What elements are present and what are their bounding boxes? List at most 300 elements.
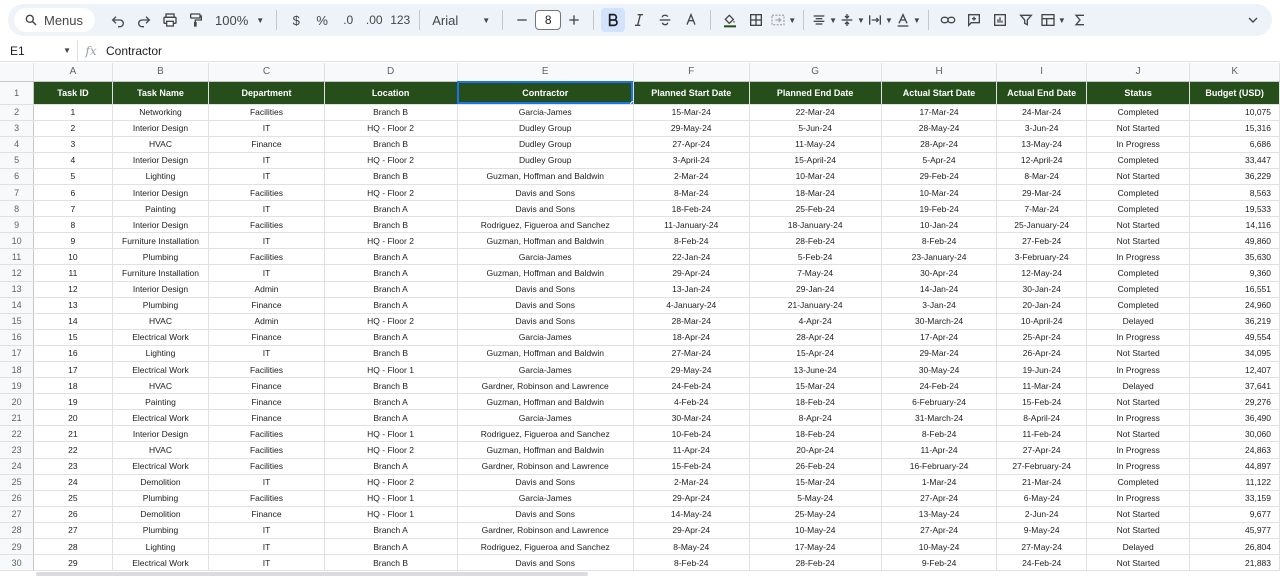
table-cell[interactable]: 29-Apr-24: [633, 490, 749, 506]
table-cell[interactable]: 8-Mar-24: [997, 168, 1087, 184]
table-cell[interactable]: 23-January-24: [881, 249, 996, 265]
table-cell[interactable]: 24,960: [1190, 297, 1280, 313]
table-cell[interactable]: IT: [209, 539, 324, 555]
table-cell[interactable]: 29-Mar-24: [881, 345, 996, 361]
table-cell[interactable]: Completed: [1087, 265, 1190, 281]
table-cell[interactable]: Completed: [1087, 201, 1190, 217]
table-cell[interactable]: 30,060: [1190, 426, 1280, 442]
format-currency-button[interactable]: [284, 8, 308, 32]
table-cell[interactable]: Davis and Sons: [457, 184, 633, 200]
table-cell[interactable]: Garcia-James: [457, 362, 633, 378]
table-cell[interactable]: 19: [34, 394, 112, 410]
table-cell[interactable]: Finance: [209, 378, 324, 394]
table-cell[interactable]: 27-Mar-24: [633, 345, 749, 361]
table-cell[interactable]: Guzman, Hoffman and Baldwin: [457, 394, 633, 410]
table-cell[interactable]: Lighting: [112, 539, 209, 555]
print-button[interactable]: [158, 8, 182, 32]
table-cell[interactable]: In Progress: [1087, 442, 1190, 458]
decrease-decimal-button[interactable]: [336, 8, 360, 32]
table-cell[interactable]: 26-Apr-24: [997, 345, 1087, 361]
table-cell[interactable]: Completed: [1087, 104, 1190, 120]
table-cell[interactable]: 28-Apr-24: [881, 136, 996, 152]
table-cell[interactable]: Facilities: [209, 184, 324, 200]
table-cell[interactable]: 22-Mar-24: [749, 104, 881, 120]
table-cell[interactable]: Guzman, Hoffman and Baldwin: [457, 233, 633, 249]
table-cell[interactable]: HQ - Floor 2: [324, 152, 457, 168]
italic-button[interactable]: [627, 8, 651, 32]
row-number[interactable]: 1: [0, 81, 34, 104]
table-cell[interactable]: Networking: [112, 104, 209, 120]
table-cell[interactable]: Finance: [209, 297, 324, 313]
row-number[interactable]: 19: [0, 378, 34, 394]
table-cell[interactable]: 14: [34, 313, 112, 329]
table-cell[interactable]: 27-Apr-24: [881, 522, 996, 538]
table-cell[interactable]: Branch A: [324, 281, 457, 297]
table-cell[interactable]: 29,276: [1190, 394, 1280, 410]
table-cell[interactable]: 2-Jun-24: [997, 506, 1087, 522]
font-select[interactable]: [426, 13, 496, 28]
table-cell[interactable]: 15-Mar-24: [749, 474, 881, 490]
insert-comment-button[interactable]: [962, 8, 986, 32]
decrease-font-size-button[interactable]: [510, 8, 534, 32]
table-cell[interactable]: Lighting: [112, 168, 209, 184]
column-header[interactable]: J: [1087, 63, 1190, 81]
table-cell[interactable]: 19-Jun-24: [997, 362, 1087, 378]
table-cell[interactable]: 18-January-24: [749, 217, 881, 233]
row-number[interactable]: 25: [0, 474, 34, 490]
table-cell[interactable]: 19-Feb-24: [881, 201, 996, 217]
table-cell[interactable]: 18-Feb-24: [749, 426, 881, 442]
table-cell[interactable]: 3-February-24: [997, 249, 1087, 265]
table-cell[interactable]: Admin: [209, 313, 324, 329]
table-cell[interactable]: Completed: [1087, 152, 1190, 168]
table-cell[interactable]: 8-Mar-24: [633, 184, 749, 200]
table-cell[interactable]: Electrical Work: [112, 362, 209, 378]
font-size-input[interactable]: 8: [535, 10, 561, 30]
table-cell[interactable]: Not Started: [1087, 120, 1190, 136]
table-cell[interactable]: 33,159: [1190, 490, 1280, 506]
text-rotation-button[interactable]: [895, 8, 921, 32]
table-cell[interactable]: IT: [209, 265, 324, 281]
table-cell[interactable]: 45,977: [1190, 522, 1280, 538]
row-number[interactable]: 29: [0, 539, 34, 555]
table-cell[interactable]: 28: [34, 539, 112, 555]
table-cell[interactable]: 29-Apr-24: [633, 265, 749, 281]
select-all-corner[interactable]: [0, 63, 34, 81]
column-header[interactable]: K: [1190, 63, 1280, 81]
table-cell[interactable]: Interior Design: [112, 184, 209, 200]
table-cell[interactable]: 16: [34, 345, 112, 361]
table-cell[interactable]: 4: [34, 152, 112, 168]
table-cell[interactable]: Branch A: [324, 458, 457, 474]
column-header[interactable]: B: [112, 63, 209, 81]
table-cell[interactable]: Not Started: [1087, 555, 1190, 571]
table-cell[interactable]: Furniture Installation: [112, 233, 209, 249]
zoom-select[interactable]: [209, 13, 270, 28]
table-cell[interactable]: HVAC: [112, 442, 209, 458]
table-cell[interactable]: Dudley Group: [457, 120, 633, 136]
row-number[interactable]: 8: [0, 201, 34, 217]
column-header[interactable]: H: [881, 63, 996, 81]
table-cell[interactable]: 9: [34, 233, 112, 249]
table-cell[interactable]: Finance: [209, 410, 324, 426]
row-number[interactable]: 23: [0, 442, 34, 458]
table-cell[interactable]: Garcia-James: [457, 329, 633, 345]
table-cell[interactable]: 7-Mar-24: [997, 201, 1087, 217]
table-cell[interactable]: Branch A: [324, 265, 457, 281]
table-cell[interactable]: 36,490: [1190, 410, 1280, 426]
table-cell[interactable]: 4-Feb-24: [633, 394, 749, 410]
table-cell[interactable]: 3: [34, 136, 112, 152]
table-cell[interactable]: 25-Apr-24: [997, 329, 1087, 345]
table-cell[interactable]: Interior Design: [112, 152, 209, 168]
column-header[interactable]: G: [749, 63, 881, 81]
table-cell[interactable]: Electrical Work: [112, 555, 209, 571]
table-cell[interactable]: 27: [34, 522, 112, 538]
table-cell[interactable]: 6: [34, 184, 112, 200]
table-cell[interactable]: 18-Feb-24: [633, 201, 749, 217]
table-cell[interactable]: 17-Apr-24: [881, 329, 996, 345]
table-cell[interactable]: 49,554: [1190, 329, 1280, 345]
formula-input[interactable]: Contractor: [106, 43, 163, 58]
table-cell[interactable]: 1: [34, 104, 112, 120]
table-cell[interactable]: HQ - Floor 2: [324, 120, 457, 136]
table-cell[interactable]: Finance: [209, 329, 324, 345]
table-cell[interactable]: Branch A: [324, 249, 457, 265]
row-number[interactable]: 5: [0, 152, 34, 168]
table-cell[interactable]: In Progress: [1087, 410, 1190, 426]
table-cell[interactable]: Davis and Sons: [457, 555, 633, 571]
table-cell[interactable]: 27-Feb-24: [997, 233, 1087, 249]
table-cell[interactable]: 17-May-24: [749, 539, 881, 555]
table-cell[interactable]: 30-Mar-24: [633, 410, 749, 426]
table-cell[interactable]: 16-February-24: [881, 458, 996, 474]
table-cell[interactable]: 22: [34, 442, 112, 458]
table-cell[interactable]: 18-Apr-24: [633, 329, 749, 345]
table-cell[interactable]: 28-Feb-24: [749, 233, 881, 249]
insert-link-button[interactable]: [936, 8, 960, 32]
table-cell[interactable]: 13: [34, 297, 112, 313]
table-cell[interactable]: Guzman, Hoffman and Baldwin: [457, 442, 633, 458]
row-number[interactable]: 27: [0, 506, 34, 522]
table-cell[interactable]: HVAC: [112, 378, 209, 394]
table-cell[interactable]: Gardner, Robinson and Lawrence: [457, 458, 633, 474]
table-cell[interactable]: 16,551: [1190, 281, 1280, 297]
table-cell[interactable]: 29-May-24: [633, 120, 749, 136]
table-cell[interactable]: 4-Apr-24: [749, 313, 881, 329]
table-cell[interactable]: 12-May-24: [997, 265, 1087, 281]
table-cell[interactable]: HQ - Floor 1: [324, 490, 457, 506]
row-number[interactable]: 2: [0, 104, 34, 120]
table-cell[interactable]: 26,804: [1190, 539, 1280, 555]
table-cell[interactable]: 7-May-24: [749, 265, 881, 281]
table-cell[interactable]: Garcia-James: [457, 490, 633, 506]
table-cell[interactable]: 15-Feb-24: [997, 394, 1087, 410]
table-cell[interactable]: Completed: [1087, 184, 1190, 200]
table-cell[interactable]: IT: [209, 474, 324, 490]
fill-handle[interactable]: [630, 101, 634, 105]
table-cell[interactable]: 49,860: [1190, 233, 1280, 249]
table-cell[interactable]: In Progress: [1087, 458, 1190, 474]
table-cell[interactable]: Gardner, Robinson and Lawrence: [457, 522, 633, 538]
table-cell[interactable]: 8: [34, 217, 112, 233]
table-cell[interactable]: 24-Feb-24: [997, 555, 1087, 571]
table-cell[interactable]: 21: [34, 426, 112, 442]
row-number[interactable]: 9: [0, 217, 34, 233]
header-cell[interactable]: Planned End Date: [749, 81, 881, 104]
table-cell[interactable]: Lighting: [112, 345, 209, 361]
table-cell[interactable]: HQ - Floor 1: [324, 426, 457, 442]
spreadsheet-grid[interactable]: [0, 63, 1280, 576]
table-cell[interactable]: Guzman, Hoffman and Baldwin: [457, 345, 633, 361]
row-number[interactable]: 26: [0, 490, 34, 506]
row-number[interactable]: 4: [0, 136, 34, 152]
table-cell[interactable]: Facilities: [209, 442, 324, 458]
table-cell[interactable]: 18-Feb-24: [749, 394, 881, 410]
table-cell[interactable]: Branch A: [324, 522, 457, 538]
undo-button[interactable]: [106, 8, 130, 32]
table-cell[interactable]: 4-January-24: [633, 297, 749, 313]
paint-format-button[interactable]: [184, 8, 208, 32]
row-number[interactable]: 21: [0, 410, 34, 426]
table-cell[interactable]: Davis and Sons: [457, 474, 633, 490]
table-cell[interactable]: Branch B: [324, 217, 457, 233]
table-cell[interactable]: Dudley Group: [457, 152, 633, 168]
table-cell[interactable]: 12-April-24: [997, 152, 1087, 168]
table-cell[interactable]: HQ - Floor 2: [324, 313, 457, 329]
table-cell[interactable]: 26-Feb-24: [749, 458, 881, 474]
table-cell[interactable]: Davis and Sons: [457, 297, 633, 313]
merge-cells-button[interactable]: [770, 8, 796, 32]
table-cell[interactable]: In Progress: [1087, 249, 1190, 265]
table-cell[interactable]: IT: [209, 345, 324, 361]
table-cell[interactable]: Furniture Installation: [112, 265, 209, 281]
table-cell[interactable]: 8-April-24: [997, 410, 1087, 426]
header-cell[interactable]: Budget (USD): [1190, 81, 1280, 104]
table-cell[interactable]: 10-May-24: [881, 539, 996, 555]
table-cell[interactable]: 34,095: [1190, 345, 1280, 361]
bold-button[interactable]: [601, 8, 625, 32]
table-cell[interactable]: 15-Feb-24: [633, 458, 749, 474]
header-cell[interactable]: Actual Start Date: [881, 81, 996, 104]
row-number[interactable]: 7: [0, 184, 34, 200]
table-cell[interactable]: Delayed: [1087, 378, 1190, 394]
table-cell[interactable]: Not Started: [1087, 168, 1190, 184]
table-cell[interactable]: 2-Mar-24: [633, 168, 749, 184]
table-cell[interactable]: Interior Design: [112, 120, 209, 136]
increase-font-size-button[interactable]: [562, 8, 586, 32]
table-cell[interactable]: Davis and Sons: [457, 313, 633, 329]
column-header[interactable]: I: [997, 63, 1087, 81]
table-cell[interactable]: 22-Jan-24: [633, 249, 749, 265]
table-cell[interactable]: 19,533: [1190, 201, 1280, 217]
table-cell[interactable]: Delayed: [1087, 539, 1190, 555]
table-cell[interactable]: 20-Apr-24: [749, 442, 881, 458]
table-cell[interactable]: Not Started: [1087, 426, 1190, 442]
table-cell[interactable]: 24: [34, 474, 112, 490]
table-cell[interactable]: Davis and Sons: [457, 201, 633, 217]
table-cell[interactable]: Not Started: [1087, 506, 1190, 522]
table-cell[interactable]: 10-Jan-24: [881, 217, 996, 233]
table-cell[interactable]: 25: [34, 490, 112, 506]
column-header[interactable]: D: [324, 63, 457, 81]
table-cell[interactable]: 28-Mar-24: [633, 313, 749, 329]
table-cell[interactable]: 29-Feb-24: [881, 168, 996, 184]
table-cell[interactable]: 10: [34, 249, 112, 265]
table-cell[interactable]: 31-March-24: [881, 410, 996, 426]
table-cell[interactable]: 10-Feb-24: [633, 426, 749, 442]
table-cell[interactable]: 27-February-24: [997, 458, 1087, 474]
table-cell[interactable]: 30-Jan-24: [997, 281, 1087, 297]
table-cell[interactable]: 9-May-24: [997, 522, 1087, 538]
table-cell[interactable]: Plumbing: [112, 490, 209, 506]
table-cell[interactable]: 10-Mar-24: [881, 184, 996, 200]
text-wrap-button[interactable]: [867, 8, 893, 32]
table-cell[interactable]: IT: [209, 201, 324, 217]
table-cell[interactable]: Branch A: [324, 329, 457, 345]
table-cell[interactable]: Painting: [112, 394, 209, 410]
table-cell[interactable]: 5-May-24: [749, 490, 881, 506]
table-cell[interactable]: 6,686: [1190, 136, 1280, 152]
table-cell[interactable]: 10-April-24: [997, 313, 1087, 329]
table-cell[interactable]: Branch A: [324, 201, 457, 217]
table-cell[interactable]: Branch B: [324, 345, 457, 361]
table-cell[interactable]: HQ - Floor 2: [324, 184, 457, 200]
table-cell[interactable]: 15-April-24: [749, 152, 881, 168]
table-cell[interactable]: Rodriguez, Figueroa and Sanchez: [457, 217, 633, 233]
table-cell[interactable]: 5-Feb-24: [749, 249, 881, 265]
table-cell[interactable]: HQ - Floor 1: [324, 506, 457, 522]
table-cell[interactable]: 8,563: [1190, 184, 1280, 200]
table-cell[interactable]: 20: [34, 410, 112, 426]
table-cell[interactable]: 11-Apr-24: [633, 442, 749, 458]
table-cell[interactable]: Rodriguez, Figueroa and Sanchez: [457, 539, 633, 555]
table-cell[interactable]: Electrical Work: [112, 329, 209, 345]
table-cell[interactable]: 15-Mar-24: [633, 104, 749, 120]
table-cell[interactable]: Painting: [112, 201, 209, 217]
row-number[interactable]: 22: [0, 426, 34, 442]
table-cell[interactable]: Branch B: [324, 168, 457, 184]
table-cell[interactable]: 21-January-24: [749, 297, 881, 313]
row-number[interactable]: 28: [0, 522, 34, 538]
table-cell[interactable]: 7: [34, 201, 112, 217]
table-cell[interactable]: 24-Feb-24: [633, 378, 749, 394]
table-cell[interactable]: IT: [209, 120, 324, 136]
table-cell[interactable]: 29-Jan-24: [749, 281, 881, 297]
borders-button[interactable]: [744, 8, 768, 32]
table-cell[interactable]: 15: [34, 329, 112, 345]
create-filter-button[interactable]: [1014, 8, 1038, 32]
table-cell[interactable]: 28-Apr-24: [749, 329, 881, 345]
table-cell[interactable]: 5-Jun-24: [749, 120, 881, 136]
table-cell[interactable]: HQ - Floor 2: [324, 233, 457, 249]
row-number[interactable]: 24: [0, 458, 34, 474]
table-cell[interactable]: In Progress: [1087, 136, 1190, 152]
table-cell[interactable]: Completed: [1087, 281, 1190, 297]
table-cell[interactable]: Plumbing: [112, 297, 209, 313]
table-cell[interactable]: 2-Mar-24: [633, 474, 749, 490]
table-cell[interactable]: In Progress: [1087, 362, 1190, 378]
table-cell[interactable]: HQ - Floor 1: [324, 362, 457, 378]
table-cell[interactable]: Branch A: [324, 410, 457, 426]
table-cell[interactable]: 20-Jan-24: [997, 297, 1087, 313]
collapse-menus-button[interactable]: [1241, 8, 1265, 32]
table-cell[interactable]: Finance: [209, 136, 324, 152]
row-number[interactable]: 10: [0, 233, 34, 249]
column-header[interactable]: E: [457, 63, 633, 81]
table-cell[interactable]: Not Started: [1087, 233, 1190, 249]
table-cell[interactable]: 10-Mar-24: [749, 168, 881, 184]
table-cell[interactable]: Branch A: [324, 394, 457, 410]
text-color-button[interactable]: [679, 8, 703, 32]
table-cell[interactable]: Rodriguez, Figueroa and Sanchez: [457, 426, 633, 442]
table-cell[interactable]: 24-Mar-24: [997, 104, 1087, 120]
row-number[interactable]: 13: [0, 281, 34, 297]
table-cell[interactable]: 26: [34, 506, 112, 522]
table-cell[interactable]: Demolition: [112, 474, 209, 490]
table-cell[interactable]: 6-February-24: [881, 394, 996, 410]
table-cell[interactable]: 27-Apr-24: [881, 490, 996, 506]
table-cell[interactable]: 27-Apr-24: [633, 136, 749, 152]
table-cell[interactable]: 18: [34, 378, 112, 394]
table-cell[interactable]: Finance: [209, 506, 324, 522]
table-cell[interactable]: Completed: [1087, 297, 1190, 313]
table-cell[interactable]: Branch B: [324, 136, 457, 152]
row-number[interactable]: 11: [0, 249, 34, 265]
fill-color-button[interactable]: [718, 8, 742, 32]
table-cell[interactable]: 29-Mar-24: [997, 184, 1087, 200]
table-cell[interactable]: 13-June-24: [749, 362, 881, 378]
table-cell[interactable]: Facilities: [209, 426, 324, 442]
table-cell[interactable]: 25-January-24: [997, 217, 1087, 233]
table-cell[interactable]: 30-May-24: [881, 362, 996, 378]
table-cell[interactable]: Electrical Work: [112, 410, 209, 426]
table-cell[interactable]: Interior Design: [112, 426, 209, 442]
table-cell[interactable]: Facilities: [209, 458, 324, 474]
table-cell[interactable]: 8-Feb-24: [881, 426, 996, 442]
table-cell[interactable]: 33,447: [1190, 152, 1280, 168]
table-cell[interactable]: Branch A: [324, 539, 457, 555]
horizontal-align-button[interactable]: [811, 8, 837, 32]
table-cell[interactable]: Garcia-James: [457, 104, 633, 120]
table-cell[interactable]: Plumbing: [112, 522, 209, 538]
table-cell[interactable]: In Progress: [1087, 329, 1190, 345]
filter-views-button[interactable]: [1040, 8, 1066, 32]
table-cell[interactable]: 35,630: [1190, 249, 1280, 265]
table-cell[interactable]: 10-May-24: [749, 522, 881, 538]
table-cell[interactable]: 12,407: [1190, 362, 1280, 378]
table-cell[interactable]: 1-Mar-24: [881, 474, 996, 490]
table-cell[interactable]: Davis and Sons: [457, 281, 633, 297]
table-cell[interactable]: 36,219: [1190, 313, 1280, 329]
header-cell[interactable]: Status: [1087, 81, 1190, 104]
table-cell[interactable]: 21,883: [1190, 555, 1280, 571]
table-cell[interactable]: Branch B: [324, 555, 457, 571]
table-cell[interactable]: Garcia-James: [457, 410, 633, 426]
row-number[interactable]: 14: [0, 297, 34, 313]
table-cell[interactable]: In Progress: [1087, 490, 1190, 506]
table-cell[interactable]: Facilities: [209, 249, 324, 265]
table-cell[interactable]: 8-May-24: [633, 539, 749, 555]
header-cell[interactable]: Department: [209, 81, 324, 104]
table-cell[interactable]: Guzman, Hoffman and Baldwin: [457, 265, 633, 281]
table-cell[interactable]: 15-Apr-24: [749, 345, 881, 361]
table-cell[interactable]: IT: [209, 233, 324, 249]
table-cell[interactable]: Guzman, Hoffman and Baldwin: [457, 168, 633, 184]
table-cell[interactable]: Branch A: [324, 297, 457, 313]
header-cell[interactable]: Planned Start Date: [633, 81, 749, 104]
table-cell[interactable]: 36,229: [1190, 168, 1280, 184]
